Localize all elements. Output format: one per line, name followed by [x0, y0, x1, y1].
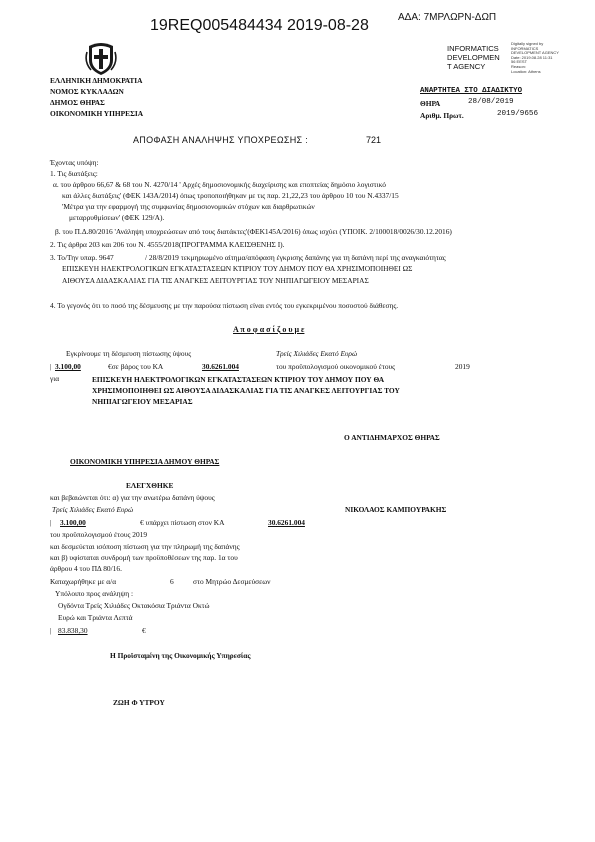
finance-cert-line2: του προϋπολογισμού έτους 2019	[50, 530, 148, 539]
finance-remaining-leading-mark: |	[50, 626, 52, 635]
approve-charge-label: €σε βάρος του ΚΑ	[108, 362, 164, 371]
finance-cert-line1: και βεβαιώνεται ότι: α) για την ανωτέρω δαπάνη ύψους	[50, 493, 215, 502]
approve-for-label: για	[50, 374, 60, 383]
approve-amount-words: Τρείς Χιλιάδες Εκατό Ευρώ	[276, 349, 358, 358]
finance-euro-exists: € υπάρχει πίστωση στον ΚΑ	[140, 518, 225, 527]
finance-remaining-digits: 83.838,30	[58, 626, 88, 635]
item-1a-line3: 'Μέτρα για την εφαρμογή της συμφωνίας δημοσιονομικών στόχων και διαρθρωτικών	[62, 202, 315, 211]
item-1b: β. του Π.Δ.80/2016 'Ανάληψη υποχρεώσεων από τους διατάκτες'(ΦΕΚ145Α/2016) όπως ισχύει (ΥΠΟΙΚ. 2/100018/0026/30.12.2016)	[55, 227, 452, 236]
finance-ka: 30.6261.004	[268, 518, 305, 527]
decision-title: ΑΠΟΦΑΣΗ ΑΝΑΛΗΨΗΣ ΥΠΟΧΡΕΩΣΗΣ :	[133, 135, 308, 145]
finance-cert-line4: και β) υφίσταται συνδρομή των προϋποθέσεων της παρ. 1α του	[50, 553, 238, 562]
deputy-mayor-name: ΝΙΚΟΛΑΟΣ ΚΑΜΠΟΥΡΑΚΗΣ	[345, 505, 447, 514]
considering-heading: Έχοντας υπόψη:	[50, 158, 99, 167]
decision-number: 721	[366, 135, 382, 145]
posting-date: 28/08/2019	[468, 98, 514, 106]
finance-dept-heading: ΟΙΚΟΝΟΜΙΚΗ ΥΠΗΡΕΣΙΑ ΔΗΜΟΥ ΘΗΡΑΣ	[70, 457, 220, 466]
finance-cert-line5: άρθρου 4 του ΠΔ 80/16.	[50, 564, 122, 573]
finance-cert-line3: και δεσμεύεται ισόποση πίστωση για την πληρωμή της δαπάνης	[50, 542, 240, 551]
issuer-block: ΕΛΛΗΝΙΚΗ ΔΗΜΟΚΡΑΤΙΑ ΝΟΜΟΣ ΚΥΚΛΑΔΩΝ ΔΗΜΟΣ ΘΗΡΑΣ ΟΙΚΟΝΟΜΙΚΗ ΥΠΗΡΕΣΙΑ	[50, 76, 144, 118]
item-3-prefix: 3. Το/Την υπαρ. 9647	[50, 253, 114, 262]
decide-heading: Α π ο φ α σ ί ζ ο υ μ ε	[233, 325, 305, 334]
ada-code: ΑΔΑ: 7ΜΡΛΩΡΝ-ΔΩΠ	[398, 12, 497, 23]
approve-budget-label: του προϋπολογισμού οικονομικού έτους	[276, 362, 396, 371]
item-4: 4. Το γεγονός ότι το ποσό της δέσμευσης με την παρούσα πίστωση είναι εντός του εγκεκριμένου ποσοστού διάθεσης.	[50, 301, 399, 310]
item-3-line3: ΑΙΘΟΥΣΑ ΔΙΔΑΣΚΑΛΙΑΣ ΓΙΑ ΤΙΣ ΑΝΑΓΚΕΣ ΛΕΙΤΟΥΡΓΙΑΣ ΤΟΥ ΝΗΠΙΑΓΩΓΕΙΟΥ ΜΕΣΑΡΙΑΣ	[62, 276, 369, 285]
finance-remaining-euro: €	[142, 626, 146, 635]
item-1: 1. Τις διατάξεις:	[50, 169, 98, 178]
item-1a-line1: α. του άρθρου 66,67 & 68 του Ν. 4270/14 ' Αρχές δημοσιονομικής διαχείρισης και εποπτείας δημόσιο λογιστικό	[53, 180, 386, 189]
finance-head-name: ΖΩΗ Φ ΥΤΡΟΥ	[113, 698, 165, 707]
finance-registry-label: στο Μητρώο Δεσμεύσεων	[193, 577, 271, 586]
posting-label: ΑΝΑΡΤΗΤΕΑ ΣΤΟ ΔΙΑΔΙΚΤΥΟ	[420, 87, 523, 95]
finance-checked: ΕΛΕΓΧΘΗΚΕ	[126, 481, 174, 490]
item-3-line2: ΕΠΙΣΚΕΥΗ ΗΛΕΚΤΡΟΛΟΓΙΚΩΝ ΕΓΚΑΤΑΣΤΑΣΕΩΝ ΚΤΙΡΙΟΥ ΤΟΥ ΔΗΜΟΥ ΠΟΥ ΘΑ ΧΡΗΣΙΜΟΠΟΙΗΘΕΙ ΩΣ	[62, 264, 413, 273]
item-2: 2. Τις άρθρα 203 και 206 του Ν. 4555/2018(ΠΡΟΓΡΑΜΜΑ ΚΛΕΙΣΘΕΝΗΣ Ι).	[50, 240, 285, 249]
approve-label: Εγκρίνουμε τη δέσμευση πίστωσης ύψους	[66, 349, 192, 358]
protocol-code: 19REQ005484434 2019-08-28	[150, 17, 369, 34]
finance-leading-mark: |	[50, 518, 52, 527]
protocol-number: 2019/9656	[497, 110, 539, 118]
approve-amount-digits: 3.100,00	[55, 362, 81, 371]
approve-ka: 30.6261.004	[202, 362, 239, 371]
item-3-suffix: / 28/8/2019 τεκμηριωμένο αίτημα/απόφαση έγκρισης δαπάνης για τη δαπάνη περί της αναγκαιότητας	[145, 253, 446, 262]
signature-details: Digitally signed by INFORMATICS DEVELOPMENT AGENCY Date: 2019.08.28 11:31 56 EEST Reason: Location: Athens	[511, 41, 559, 74]
finance-aa: 6	[170, 577, 174, 586]
signature-agency: INFORMATICS DEVELOPMEN T AGENCY	[447, 44, 500, 71]
approve-leading-mark: |	[50, 362, 52, 371]
finance-remaining-words-2: Ευρώ και Τριάντα Λεπτά	[58, 613, 133, 622]
finance-amount-digits: 3.100,00	[60, 518, 86, 527]
finance-amount-words: Τρείς Χιλιάδες Εκατό Ευρώ	[52, 505, 134, 514]
finance-remaining-words-1: Ογδόντα Τρείς Χιλιάδες Οκτακόσια Τριάντα Οκτώ	[58, 601, 210, 610]
deputy-mayor-title: Ο ΑΝΤΙΔΗΜΑΡΧΟΣ ΘΗΡΑΣ	[344, 433, 440, 442]
posting-place: ΘΗΡΑ	[420, 99, 441, 108]
approve-year: 2019	[455, 362, 470, 371]
finance-registered-label: Καταχωρήθηκε με α/α	[50, 577, 117, 586]
item-1a-line4: μεταρρυθμίσεων' (ΦΕΚ 129/Α).	[69, 213, 165, 222]
finance-remaining-label: Υπόλοιπο προς ανάληψη :	[55, 589, 134, 598]
finance-head-title: Η Προϊσταμένη της Οικονομικής Υπηρεσίας	[110, 651, 251, 660]
item-1a-line2: και άλλες διατάξεις' (ΦΕΚ 143Α/2014) όπως τροποποιήθηκαν με τις παρ. 21,22,23 του άρθρου 10 του Ν.4337/15	[62, 191, 399, 200]
approve-purpose: ΕΠΙΣΚΕΥΗ ΗΛΕΚΤΡΟΛΟΓΙΚΩΝ ΕΓΚΑΤΑΣΤΑΣΕΩΝ ΚΤΙΡΙΟΥ ΤΟΥ ΔΗΜΟΥ ΠΟΥ ΘΑ ΧΡΗΣΙΜΟΠΟΙΗΘΕΙ ΩΣ ΑΙΘΟΥΣΑ ΔΙΔΑΣΚΑΛΙΑΣ ΓΙΑ ΤΙΣ ΑΝΑΓΚΕΣ ΛΕΙΤΟΥΡΓΙΑΣ ΤΟΥ ΝΗΠΙΑΓΩΓΕΙΟΥ ΜΕΣΑΡΙΑΣ	[92, 375, 400, 406]
protocol-label: Αριθμ. Πρωτ.	[420, 111, 464, 120]
